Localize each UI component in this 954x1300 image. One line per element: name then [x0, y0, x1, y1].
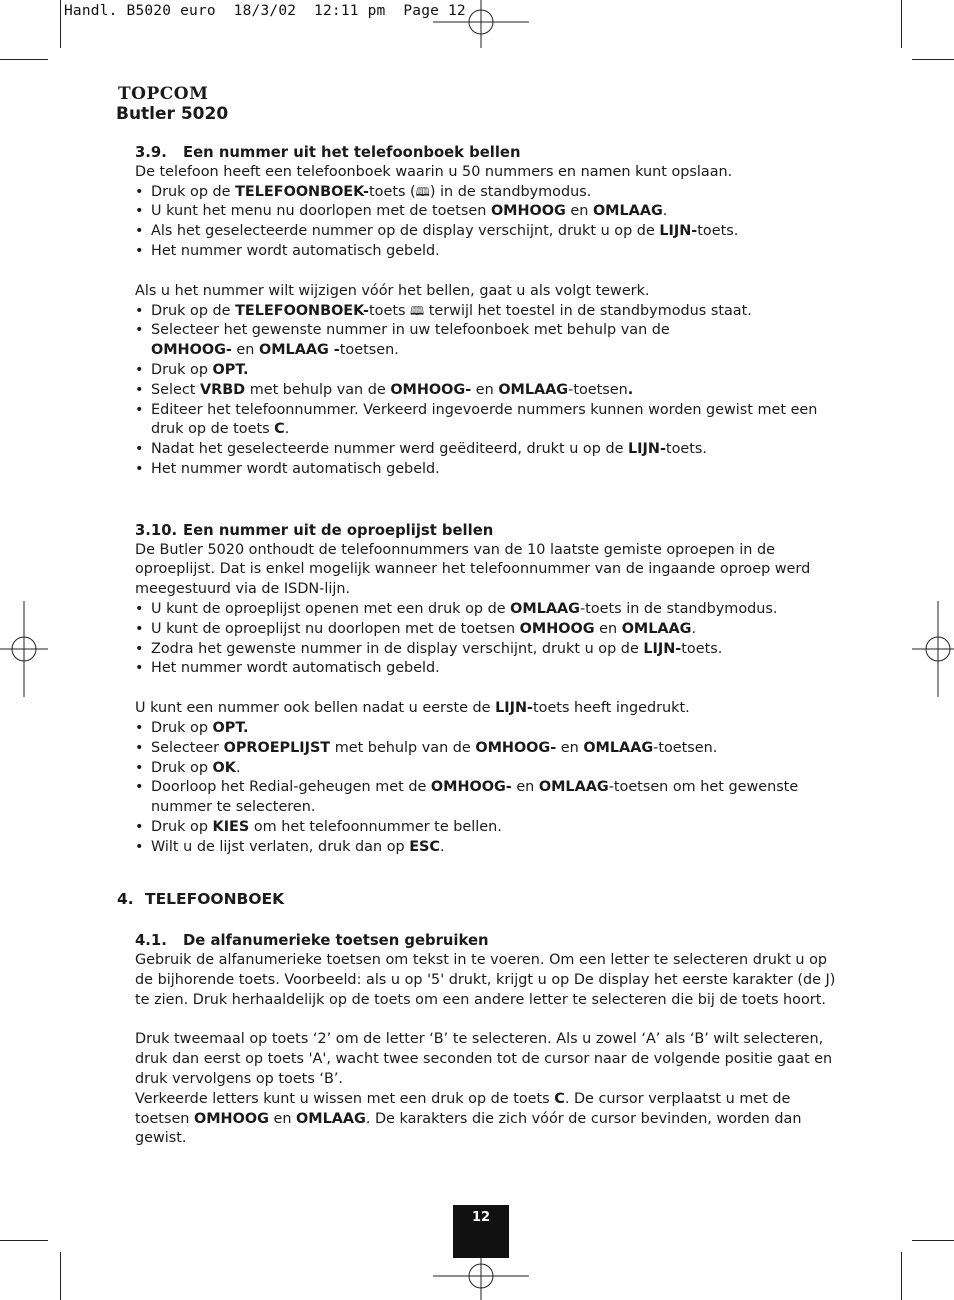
list-item: • Doorloop het Redial-geheugen met de OMHOOG- en OMLAAG-toetsen om het gewenste nummer te selecteren. [135, 778, 847, 818]
list-item: • U kunt het menu nu doorlopen met de toetsen OMHOOG en OMLAAG. [135, 202, 847, 222]
list-item: • Druk op OPT. [135, 361, 847, 381]
paragraph: Druk tweemaal op toets ‘2’ om de letter ‘B’ te selecteren. Als u zowel ‘A’ als ‘B’ wilt selecteren, druk dan eerst op toets 'A', wacht twee seconden tot de cursor naar de volgende positie gaat en druk vervolgens op toets ‘B’. [135, 1031, 833, 1088]
section-heading: 3.10. Een nummer uit de oproeplijst bellen [135, 521, 494, 539]
model-name: Butler 5020 [116, 104, 229, 124]
topcom-logo: TOPCOM [118, 84, 209, 104]
paragraph: Als u het nummer wilt wijzigen vóór het bellen, gaat u als volgt tewerk. [135, 282, 650, 299]
book-icon: 🕮 [410, 303, 425, 318]
list-item: • Druk op KIES om het telefoonnummer te bellen. [135, 818, 847, 838]
paragraph: Verkeerde letters kunt u wissen met een druk op de toets C. De cursor verplaatst u met de toetsen OMHOOG en OMLAAG. De karakters die zich vóór de cursor bevinden, worden dan gewist. [135, 1090, 802, 1147]
list-item: • Druk op OK. [135, 759, 847, 779]
bullet-list [135, 183, 847, 262]
crop-mark [901, 0, 902, 48]
crop-mark [0, 1240, 48, 1241]
paragraph: U kunt een nummer ook bellen nadat u eerste de LIJN-toets heeft ingedrukt. [135, 700, 690, 717]
list-item: • Editeer het telefoonnummer. Verkeerd ingevoerde nummers kunnen worden gewist met een druk op de toets C. [135, 401, 847, 441]
chapter-heading: 4. TELEFOONBOEK [117, 889, 285, 908]
registration-mark-icon [433, 1252, 529, 1300]
print-slug: Handl. B5020 euro 18/3/02 12:11 pm Page 12 [64, 3, 466, 19]
paragraph: De Butler 5020 onthoudt de telefoonnummers van de 10 laatste gemiste oproepen in de oproeplijst. Dat is enkel mogelijk wanneer het telefoonnummer van de ingaande oproep werd meegestuurd via de ISDN-lijn. [135, 541, 811, 598]
list-item: • Nadat het geselecteerde nummer werd geëditeerd, drukt u op de LIJN-toets. [135, 440, 847, 460]
registration-mark-icon [0, 601, 48, 697]
list-item: • Selecteer OPROEPLIJST met behulp van de OMHOOG- en OMLAAG-toetsen. [135, 739, 847, 759]
crop-mark [912, 59, 954, 60]
list-item: • Druk op de TELEFOONBOEK-toets (🕮) in de standbymodus. [135, 183, 847, 203]
list-item: • Wilt u de lijst verlaten, druk dan op ESC. [135, 838, 847, 858]
crop-mark [60, 1252, 61, 1300]
list-item: • Het nummer wordt automatisch gebeld. [135, 659, 847, 679]
book-icon: 🕮 [415, 184, 430, 199]
section-heading: 4.1. De alfanumerieke toetsen gebruiken [135, 932, 489, 950]
list-item: • Het nummer wordt automatisch gebeld. [135, 242, 847, 262]
bullet-list [135, 302, 847, 480]
paragraph: Gebruik de alfanumerieke toetsen om tekst in te voeren. Om een letter te selecteren drukt u op de bijhorende toets. Voorbeeld: als u op '5' drukt, krijgt u op De display het eerste karakter (de J) te zien. Druk herhaaldelijk op de toets om een andere letter te selecteren die bij de toets hoort. [135, 952, 836, 1008]
bullet-list [135, 600, 847, 679]
registration-mark-icon [433, 0, 529, 48]
page-number: 12 [453, 1205, 509, 1258]
crop-mark [60, 0, 61, 48]
bullet-list [135, 719, 847, 858]
list-item: • Selecteer het gewenste nummer in uw telefoonboek met behulp van de OMHOOG- en OMLAAG -toetsen. [135, 321, 847, 361]
list-item: • Als het geselecteerde nummer op de display verschijnt, drukt u op de LIJN-toets. [135, 222, 847, 242]
page-content [117, 143, 847, 1149]
registration-mark-icon [912, 601, 954, 697]
list-item: • Druk op OPT. [135, 719, 847, 739]
list-item: • Het nummer wordt automatisch gebeld. [135, 460, 847, 480]
crop-mark [0, 59, 48, 60]
crop-mark [901, 1252, 902, 1300]
list-item: • Select VRBD met behulp van de OMHOOG- en OMLAAG-toetsen. [135, 381, 847, 401]
list-item: • Druk op de TELEFOONBOEK-toets 🕮 terwijl het toestel in de standbymodus staat. [135, 302, 847, 322]
section-heading: 3.9. Een nummer uit het telefoonboek bellen [135, 144, 521, 161]
list-item: • U kunt de oproeplijst nu doorlopen met de toetsen OMHOOG en OMLAAG. [135, 620, 847, 640]
list-item: • Zodra het gewenste nummer in de display verschijnt, drukt u op de LIJN-toets. [135, 640, 847, 660]
crop-mark [912, 1240, 954, 1241]
paragraph: De telefoon heeft een telefoonboek waarin u 50 nummers en namen kunt opslaan. [135, 163, 733, 180]
list-item: • U kunt de oproeplijst openen met een druk op de OMLAAG-toets in de standbymodus. [135, 600, 847, 620]
